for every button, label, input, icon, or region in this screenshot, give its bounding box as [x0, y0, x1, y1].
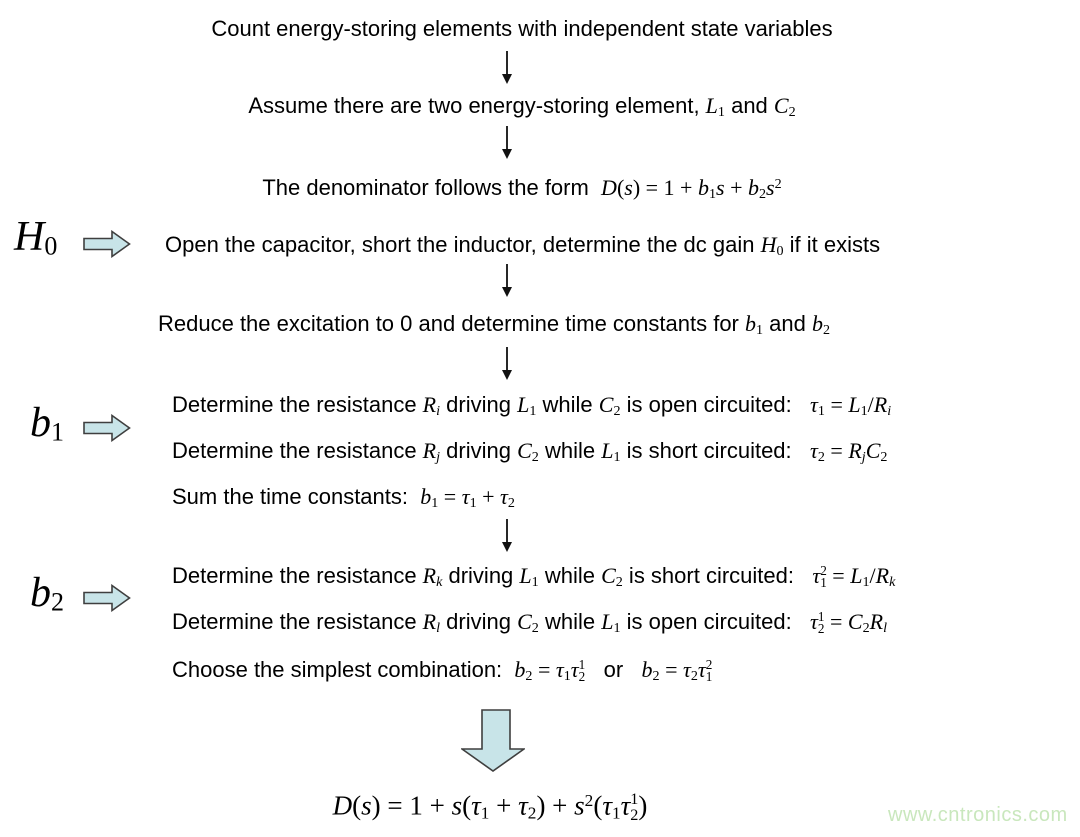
formula-segment: while: [536, 392, 599, 417]
formula-segment: 2: [759, 186, 767, 203]
flow-step-b1-line3: [172, 482, 515, 518]
formula-segment: driving: [442, 563, 520, 588]
formula-segment: 2: [690, 668, 698, 685]
formula-segment: 2: [531, 620, 539, 637]
formula-segment: 1: [611, 803, 621, 823]
formula-segment: s: [624, 175, 633, 201]
formula-segment: τ: [682, 657, 691, 682]
flow-step-reduce-excitation: [158, 309, 830, 345]
formula-segment: +: [489, 790, 519, 821]
formula-segment: =: [438, 484, 462, 509]
formula-segment: 1: [817, 403, 825, 420]
formula-segment: /: [867, 392, 874, 417]
formula-segment: Determine the resistance: [172, 563, 423, 588]
big-down-arrow-icon: [461, 709, 525, 773]
formula-segment: C: [598, 392, 614, 417]
flow-step-count-elements: Count energy-storing elements with independent state variables: [211, 16, 833, 41]
right-block-arrow-icon: [83, 414, 131, 442]
formula-segment: l: [436, 620, 441, 637]
formula-segment: b: [745, 311, 756, 336]
formula-segment: τ: [620, 790, 631, 821]
formula-segment: s: [574, 790, 585, 821]
side-label-h0: [14, 216, 57, 260]
formula-segment: 1: [480, 803, 490, 823]
formula-segment: k: [889, 574, 896, 591]
formula-segment: 2: [507, 495, 515, 512]
formula-segment: while: [538, 563, 602, 588]
formula-segment: τ: [555, 657, 564, 682]
formula-segment: is short circuited:: [622, 563, 813, 588]
down-arrow-icon: [500, 51, 514, 85]
formula-segment: is open circuited:: [620, 392, 811, 417]
formula-segment: ) = 1 +: [371, 790, 452, 821]
formula-segment: 2: [880, 449, 888, 466]
formula-segment: L: [519, 563, 532, 588]
formula-segment: is open circuited:: [620, 609, 811, 634]
formula-segment: R: [422, 438, 437, 463]
formula-segment: Determine the resistance: [172, 438, 423, 463]
formula-segment: ) +: [536, 790, 575, 821]
formula-segment: (: [352, 790, 362, 821]
formula-segment: 2: [774, 176, 782, 192]
formula-segment: (: [593, 790, 603, 821]
formula-segment: =: [824, 392, 849, 417]
formula-segment: =: [532, 657, 556, 682]
formula-segment: τ: [810, 609, 818, 634]
formula-segment: 1: [613, 449, 621, 466]
formula-segment: (: [462, 790, 472, 821]
formula-segment: 2 1: [705, 656, 713, 685]
formula-segment: 1: [708, 186, 717, 203]
formula-segment: =: [824, 438, 849, 463]
formula-segment: b: [697, 175, 709, 201]
formula-segment: C: [847, 609, 863, 634]
formula-segment: L: [850, 563, 863, 588]
formula-segment: 0: [776, 243, 784, 260]
formula-segment: is short circuited:: [620, 438, 810, 463]
formula-segment: 1 2: [817, 608, 825, 637]
flow-step-b2-line3: [172, 655, 712, 691]
formula-segment: L: [848, 392, 861, 417]
formula-segment: j: [436, 449, 441, 466]
formula-segment: 2: [525, 668, 533, 685]
formula-segment: Assume there are two energy-storing element,: [248, 93, 706, 118]
formula-segment: τ: [471, 790, 481, 821]
formula-segment: k: [436, 574, 443, 591]
formula-segment: 2: [817, 449, 825, 466]
side-label-b1: [30, 402, 64, 446]
formula-segment: 2: [531, 449, 539, 466]
formula-segment: driving: [440, 438, 518, 463]
formula-segment: 2 1: [820, 562, 827, 591]
formula-segment: L: [517, 392, 530, 417]
formula-segment: ) = 1 +: [632, 175, 698, 201]
formula-segment: /: [869, 563, 876, 588]
formula-segment: 1: [862, 574, 870, 591]
formula-segment: Choose the simplest combination:: [172, 657, 515, 682]
formula-segment: D: [332, 790, 353, 821]
formula-segment: C: [773, 93, 789, 118]
formula-segment: H: [760, 232, 777, 257]
right-block-arrow-icon: [83, 584, 131, 612]
formula-segment: 1 2: [578, 656, 586, 685]
formula-segment: s: [766, 175, 775, 201]
formula-segment: 2: [527, 803, 537, 823]
down-arrow-icon: [500, 264, 514, 298]
formula-segment: R: [848, 438, 862, 463]
formula-segment: j: [861, 449, 866, 466]
formula-segment: and: [763, 311, 812, 336]
formula-segment: 1: [613, 620, 621, 637]
formula-segment: τ: [810, 438, 818, 463]
formula-segment: Determine the resistance: [172, 609, 423, 634]
formula-segment: R: [869, 609, 884, 634]
formula-segment: =: [826, 563, 851, 588]
formula-segment: 1: [717, 104, 725, 121]
down-arrow-icon: [500, 126, 514, 160]
formula-segment: Reduce the excitation to 0 and determine time constants for: [158, 311, 745, 336]
formula-segment: τ: [602, 790, 612, 821]
side-label-b2-sub: 2: [51, 587, 64, 617]
flow-step-denominator-form: [2, 169, 1042, 209]
side-label-b2-base: b: [30, 570, 51, 616]
formula-segment: b: [811, 311, 823, 336]
formula-segment: τ: [810, 392, 818, 417]
formula-segment: C: [517, 609, 532, 634]
formula-segment: 2: [862, 620, 870, 637]
formula-segment: R: [422, 392, 437, 417]
formula-segment: i: [436, 403, 441, 420]
formula-segment: τ: [500, 484, 508, 509]
formula-segment: ): [638, 790, 648, 821]
formula-segment: +: [476, 484, 501, 509]
formula-segment: τ: [812, 563, 821, 588]
formula-segment: driving: [440, 609, 518, 634]
down-arrow-icon: [500, 347, 514, 381]
formula-segment: =: [659, 657, 683, 682]
formula-segment: R: [873, 392, 888, 417]
formula-segment: 1: [531, 574, 539, 591]
formula-segment: C: [601, 563, 616, 588]
flow-step-dc-gain: [165, 230, 880, 266]
formula-segment: 2: [822, 322, 831, 339]
watermark: www.cntronics.com: [888, 804, 1068, 826]
formula-segment: Determine the resistance: [172, 392, 423, 417]
flow-step-b2-line1: [172, 561, 895, 597]
side-label-h0-sub: 0: [44, 231, 58, 261]
formula-segment: C: [865, 438, 881, 463]
formula-segment: 2: [613, 403, 621, 420]
formula-segment: =: [824, 609, 848, 634]
formula-segment: R: [422, 563, 437, 588]
formula-segment: D: [601, 175, 617, 201]
side-label-h0-base: H: [14, 214, 45, 260]
formula-segment: and: [724, 93, 774, 118]
formula-segment: b: [420, 484, 432, 509]
formula-segment: The denominator follows the form: [262, 175, 602, 201]
formula-segment: 1: [529, 403, 537, 420]
formula-segment: τ: [697, 657, 706, 682]
formula-segment: 1 2: [630, 790, 639, 824]
formula-segment: if it exists: [783, 232, 881, 257]
formula-segment: 1: [431, 495, 439, 512]
down-arrow-icon: [500, 519, 514, 553]
formula-segment: L: [601, 609, 614, 634]
formula-segment: b: [514, 657, 526, 682]
flow-step-b1-line1: [172, 390, 891, 426]
final-equation: [0, 781, 980, 833]
formula-segment: 1: [756, 322, 764, 339]
formula-segment: L: [601, 438, 614, 463]
formula-segment: driving: [440, 392, 518, 417]
formula-segment: 1: [860, 403, 868, 420]
side-label-b1-base: b: [30, 400, 51, 446]
formula-segment: τ: [518, 790, 528, 821]
formula-segment: τ: [461, 484, 470, 509]
formula-segment: 2: [652, 668, 660, 685]
formula-segment: s: [716, 175, 725, 201]
flow-step-assume-elements: [2, 91, 1042, 127]
formula-segment: s: [451, 790, 463, 821]
formula-segment: Sum the time constants:: [172, 484, 421, 509]
formula-segment: R: [422, 609, 437, 634]
flow-step-b2-line2: [172, 607, 887, 643]
side-label-b2: [30, 572, 64, 616]
formula-segment: 1: [469, 495, 477, 512]
formula-segment: 2: [615, 574, 623, 591]
formula-segment: 1: [563, 668, 571, 685]
formula-segment: 2: [788, 104, 796, 121]
formula-segment: Open the capacitor, short the inductor, determine the dc gain: [165, 232, 761, 257]
formula-segment: L: [705, 93, 718, 118]
flow-step-b1-line2: [172, 436, 887, 472]
side-label-b1-sub: 1: [51, 417, 64, 447]
formula-segment: while: [538, 609, 602, 634]
formula-segment: 2: [584, 791, 594, 810]
formula-segment: R: [875, 563, 890, 588]
formula-segment: i: [887, 403, 892, 420]
formula-segment: b: [641, 657, 653, 682]
formula-segment: τ: [570, 657, 579, 682]
formula-segment: b: [748, 175, 759, 201]
formula-segment: l: [883, 620, 888, 637]
formula-segment: s: [361, 790, 372, 821]
formula-segment: (: [616, 175, 625, 201]
right-block-arrow-icon: [83, 230, 131, 258]
formula-segment: while: [538, 438, 602, 463]
formula-segment: or: [585, 657, 642, 682]
formula-segment: +: [724, 175, 748, 201]
formula-segment: C: [517, 438, 532, 463]
